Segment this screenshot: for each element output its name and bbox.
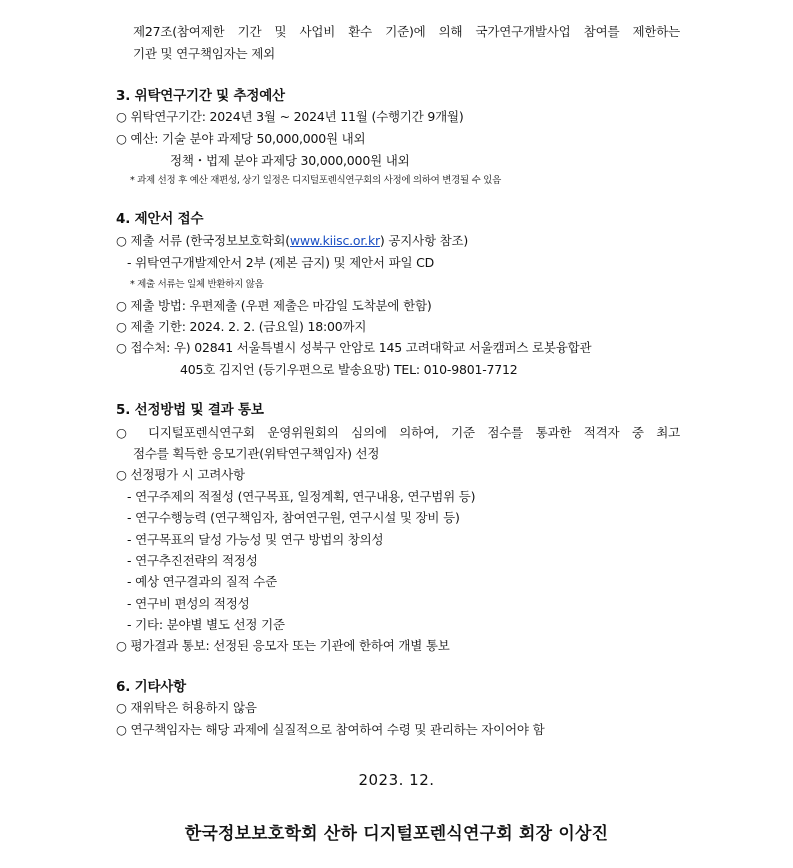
- criteria-item: - 연구주제의 적절성 (연구목표, 일정계획, 연구내용, 연구범위 등): [127, 489, 476, 504]
- submission-documents-prefix: ○ 제출 서류 (한국정보보호학회(: [116, 233, 290, 248]
- signature: 한국정보보호학회 산하 디지털포렌식연구회 회장 이상진: [184, 824, 609, 844]
- document-date: 2023. 12.: [358, 771, 435, 789]
- research-period: ○ 위탁연구기간: 2024년 3월 ~ 2024년 11월 (수행기간 9개월): [116, 109, 464, 124]
- criteria-item: - 연구수행능력 (연구책임자, 참여연구원, 연구시설 및 장비 등): [127, 510, 460, 525]
- submission-documents: [116, 233, 468, 249]
- submission-address-line-1: ○ 접수처: 우) 02841 서울특별시 성북구 안암로 145 고려대학교 서울캠퍼스 로봇융합관: [116, 340, 592, 355]
- kiisc-website-link[interactable]: www.kiisc.or.kr: [289, 233, 380, 248]
- submission-address-line-2: 405호 김지언 (등기우편으로 발송요망) TEL: 010-9801-7712: [180, 362, 518, 377]
- submission-method: ○ 제출 방법: 우편제출 (우편 제출은 마감일 도착분에 한함): [116, 298, 432, 313]
- other-item-2: ○ 연구책임자는 해당 과제에 실질적으로 참여하여 수령 및 관리하는 자이어야 함: [116, 722, 545, 737]
- section-3-note: * 과제 선정 후 예산 재편성, 상기 일정은 디지털포렌식연구회의 사정에 의하여 변경될 수 있음: [130, 175, 501, 186]
- submission-deadline: ○ 제출 기한: 2024. 2. 2. (금요일) 18:00까지: [116, 319, 367, 334]
- selection-method-line-1: ○ 디지털포렌식연구회 운영위원회의 심의에 의하여, 기준 점수를 통과한 적격자 중 최고: [116, 425, 680, 440]
- criteria-item: - 연구비 편성의 적정성: [127, 596, 250, 611]
- section-5-heading: 5. 선정방법 및 결과 통보: [116, 402, 264, 418]
- criteria-title: ○ 선정평가 시 고려사항: [116, 467, 245, 482]
- criteria-item: - 연구추진전략의 적정성: [127, 553, 258, 568]
- submission-document-item: - 위탁연구개발제안서 2부 (제본 금지) 및 제안서 파일 CD: [127, 255, 435, 270]
- evaluation-result-notice: ○ 평가결과 통보: 선정된 응모자 또는 기관에 한하여 개별 통보: [116, 638, 450, 653]
- criteria-item: - 예상 연구결과의 질적 수준: [127, 574, 278, 589]
- section-4-heading: 4. 제안서 접수: [116, 211, 204, 227]
- section-6-heading: 6. 기타사항: [116, 679, 186, 695]
- intro-line-1: 제27조(참여제한 기간 및 사업비 환수 기준)에 의해 국가연구개발사업 참여를 제한하는: [133, 24, 680, 39]
- budget-tech: ○ 예산: 기술 분야 과제당 50,000,000원 내외: [116, 131, 366, 146]
- budget-policy: 정책・법제 분야 과제당 30,000,000원 내외: [170, 153, 410, 168]
- submission-documents-note: * 제출 서류는 일체 반환하지 않음: [130, 279, 264, 290]
- section-3-heading: 3. 위탁연구기간 및 추정예산: [116, 88, 285, 104]
- intro-line-2: 기관 및 연구책임자는 제외: [133, 46, 275, 61]
- criteria-item: - 기타: 분야별 별도 선정 기준: [127, 617, 285, 632]
- criteria-item: - 연구목표의 달성 가능성 및 연구 방법의 창의성: [127, 532, 384, 547]
- other-item-1: ○ 재위탁은 허용하지 않음: [116, 700, 257, 715]
- submission-documents-suffix: ) 공지사항 참조): [379, 233, 469, 248]
- selection-method-line-2: 점수를 획득한 응모기관(위탁연구책임자) 선정: [133, 446, 380, 461]
